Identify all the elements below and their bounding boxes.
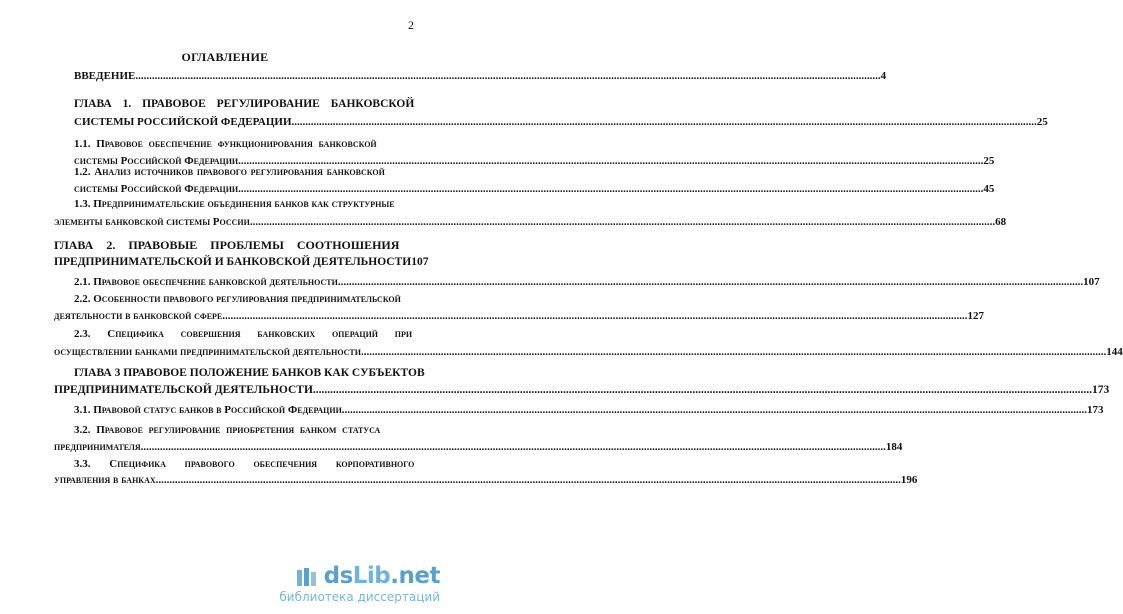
toc-entry-chapter-1[interactable] — [74, 116, 1048, 129]
toc-entry-page: 107 — [1083, 276, 1100, 288]
toc-entry-text: осуществлении банками предпринимательской деятельности — [54, 346, 361, 358]
toc-entry-text: ГЛАВА 2. ПРАВОВЫЕ ПРОБЛЕМЫ СООТНОШЕНИЯ — [54, 238, 400, 252]
toc-leader-dots — [250, 216, 995, 229]
logo-ds: ds — [323, 563, 353, 590]
toc-entry-page: 107 — [411, 256, 429, 268]
toc-entry-page: 127 — [967, 310, 985, 322]
toc-entry-chapter-1-line1[interactable] — [74, 98, 420, 111]
toc-entry-text: системы Российской Федерации — [74, 183, 239, 195]
toc-entry-text: 2.1. Правовое обеспечение банковской деятельности — [74, 276, 338, 288]
dslib-logo — [279, 563, 440, 592]
toc-entry-2-1[interactable] — [74, 276, 1100, 289]
toc-entry-text: ВВЕДЕНИЕ — [74, 70, 136, 82]
toc-leader-dots — [361, 346, 1106, 359]
toc-entry-page: 25 — [1036, 116, 1048, 128]
toc-entry-text: ПРЕДПРИНИМАТЕЛЬСКОЙ ДЕЯТЕЛЬНОСТИ — [54, 384, 313, 396]
toc-entry-text: ПРЕДПРИНИМАТЕЛЬСКОЙ И БАНКОВСКОЙ ДЕЯТЕЛЬНОСТИ — [54, 256, 412, 268]
toc-leader-dots — [238, 183, 983, 196]
toc-leader-dots — [135, 70, 880, 83]
toc-entry-text: 1.2. Анализ источников правового регулирования банковской — [74, 166, 385, 178]
toc-entry-text: деятельности в банковской сфере — [54, 310, 223, 322]
toc-entry-text: СИСТЕМЫ РОССИЙСКОЙ ФЕДЕРАЦИИ — [74, 116, 292, 128]
toc-entry-page: 144 — [1106, 346, 1123, 358]
toc-leader-dots — [313, 384, 1092, 397]
dslib-watermark — [279, 563, 440, 604]
toc-entry-chapter-2[interactable] — [54, 256, 429, 269]
toc-entry-3-2[interactable] — [54, 441, 903, 454]
logo-net: .net — [390, 563, 440, 590]
toc-entry-text: 1.1. Правовое обеспечение функционирования банковской — [74, 138, 377, 150]
toc-leader-dots — [156, 474, 901, 487]
watermark-subtitle: библиотека диссертаций — [279, 590, 440, 604]
toc-entry-text: предпринимателя — [54, 441, 141, 453]
toc-entry-2-2-line1[interactable] — [74, 293, 420, 306]
toc-entry-text: 2.3. Специфика совершения банковских операций при — [74, 328, 413, 340]
toc-title: ОГЛАВЛЕНИЕ — [181, 50, 269, 64]
page-number: 2 — [408, 18, 414, 32]
toc-entry-chapter-2-line1[interactable] — [54, 239, 420, 252]
toc-leader-dots — [141, 441, 886, 454]
toc-entry-3-3-line1[interactable] — [74, 458, 420, 471]
toc-leader-dots — [222, 310, 967, 323]
toc-entry-2-3[interactable] — [54, 346, 1123, 359]
toc-entry-page: 173 — [1092, 384, 1110, 396]
toc-entry-page: 173 — [1087, 404, 1104, 416]
toc-entry-text: 3.1. Правовой статус банков в Российской Федерации — [74, 404, 342, 416]
toc-entry-text: системы Российской Федерации — [74, 155, 239, 167]
toc-entry-3-2-line1[interactable] — [74, 424, 420, 437]
toc-entry-introduction[interactable] — [74, 70, 887, 83]
toc-entry-2-2[interactable] — [54, 310, 985, 323]
toc-entry-1-1-line1[interactable] — [74, 138, 420, 151]
toc-entry-text: 2.2. Особенности правового регулирования предпринимательской — [74, 293, 401, 305]
toc-entry-page: 4 — [880, 70, 887, 82]
toc-leader-dots — [342, 404, 1087, 417]
toc-entry-text: элементы банковской системы России — [54, 216, 250, 228]
toc-entry-text: 1.3. Предпринимательские объединения банков как структурные — [74, 198, 395, 210]
logo-lib: Lib — [352, 563, 391, 590]
toc-entry-1-2[interactable] — [74, 183, 995, 196]
toc-entry-page: 25 — [983, 155, 995, 167]
book-stack-icon — [296, 567, 318, 592]
toc-entry-page: 45 — [983, 183, 995, 195]
toc-entry-3-3[interactable] — [54, 474, 918, 487]
toc-entry-3-1[interactable] — [74, 404, 1104, 417]
toc-entry-text: ГЛАВА 3 ПРАВОВОЕ ПОЛОЖЕНИЕ БАНКОВ КАК СУБЪЕКТОВ — [74, 367, 425, 379]
toc-entry-page: 184 — [885, 441, 903, 453]
toc-entry-text: 3.3. Специфика правового обеспечения корпоративного — [74, 458, 415, 470]
toc-leader-dots — [292, 116, 1037, 129]
toc-entry-page: 196 — [900, 474, 918, 486]
toc-entry-1-2-line1[interactable] — [74, 166, 420, 179]
toc-entry-2-3-line1[interactable] — [74, 328, 420, 341]
toc-leader-dots — [338, 276, 1083, 289]
toc-entry-text: 3.2. Правовое регулирование приобретения банком статуса — [74, 424, 381, 436]
toc-entry-text: ГЛАВА 1. ПРАВОВОЕ РЕГУЛИРОВАНИЕ БАНКОВСКОЙ — [74, 98, 415, 110]
toc-entry-text: управления в банках — [54, 474, 156, 486]
toc-entry-1-3-line1[interactable] — [74, 198, 420, 211]
toc-entry-chapter-3[interactable] — [54, 384, 1110, 397]
toc-entry-page: 68 — [995, 216, 1007, 228]
toc-entry-1-3[interactable] — [54, 216, 1007, 229]
toc-entry-chapter-3-line1[interactable] — [74, 367, 425, 380]
